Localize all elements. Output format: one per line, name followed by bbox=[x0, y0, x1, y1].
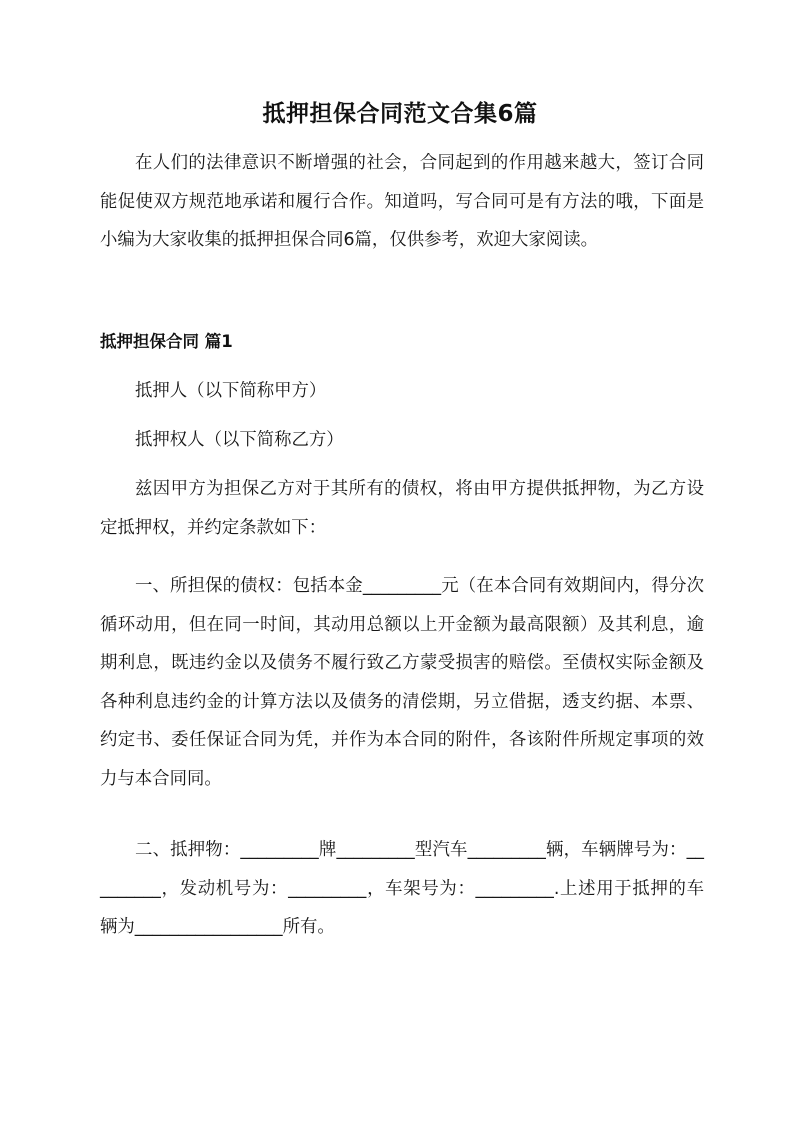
document-title: 抵押担保合同范文合集6篇 bbox=[262, 101, 538, 127]
mortgagor-line: 抵押人（以下简称甲方） bbox=[135, 381, 327, 401]
clause-one-paragraph: 一、所担保的债权：包括本金_________元（在本合同有效期间内，得分次循环动用，但在同一时间，其动用总额以上开金额为最高限额）及其利息，逾期利息，既违约金以及债务不履行致乙方蒙受损害的赔偿。至债权实际金额及各种利息违约金的计算方法以及债务的清偿期，另立借据，透支约据、本票、约定书、委任保证合同为凭，并作为本合同的附件，各该附件所规定事项的效力与本合同同。 bbox=[100, 576, 704, 789]
mortgagee-line: 抵押权人（以下简称乙方） bbox=[135, 430, 344, 450]
preamble-paragraph: 兹因甲方为担保乙方对于其所有的债权，将由甲方提供抵押物，为乙方设定抵押权，并约定条款如下： bbox=[100, 479, 704, 538]
intro-paragraph: 在人们的法律意识不断增强的社会，合同起到的作用越来越大，签订合同能促使双方规范地承诺和履行合作。知道吗，写合同可是有方法的哦，下面是小编为大家收集的抵押担保合同6篇，仅供参考，欢迎大家阅读。 bbox=[100, 153, 704, 251]
clause-two-paragraph: 二、抵押物：_________牌_________型汽车_________辆，车辆牌号为：_________，发动机号为：_________，车架号为：_________.上述用于抵押的车辆为_________________所有。 bbox=[100, 840, 704, 938]
section-heading: 抵押担保合同 篇1 bbox=[100, 332, 233, 351]
